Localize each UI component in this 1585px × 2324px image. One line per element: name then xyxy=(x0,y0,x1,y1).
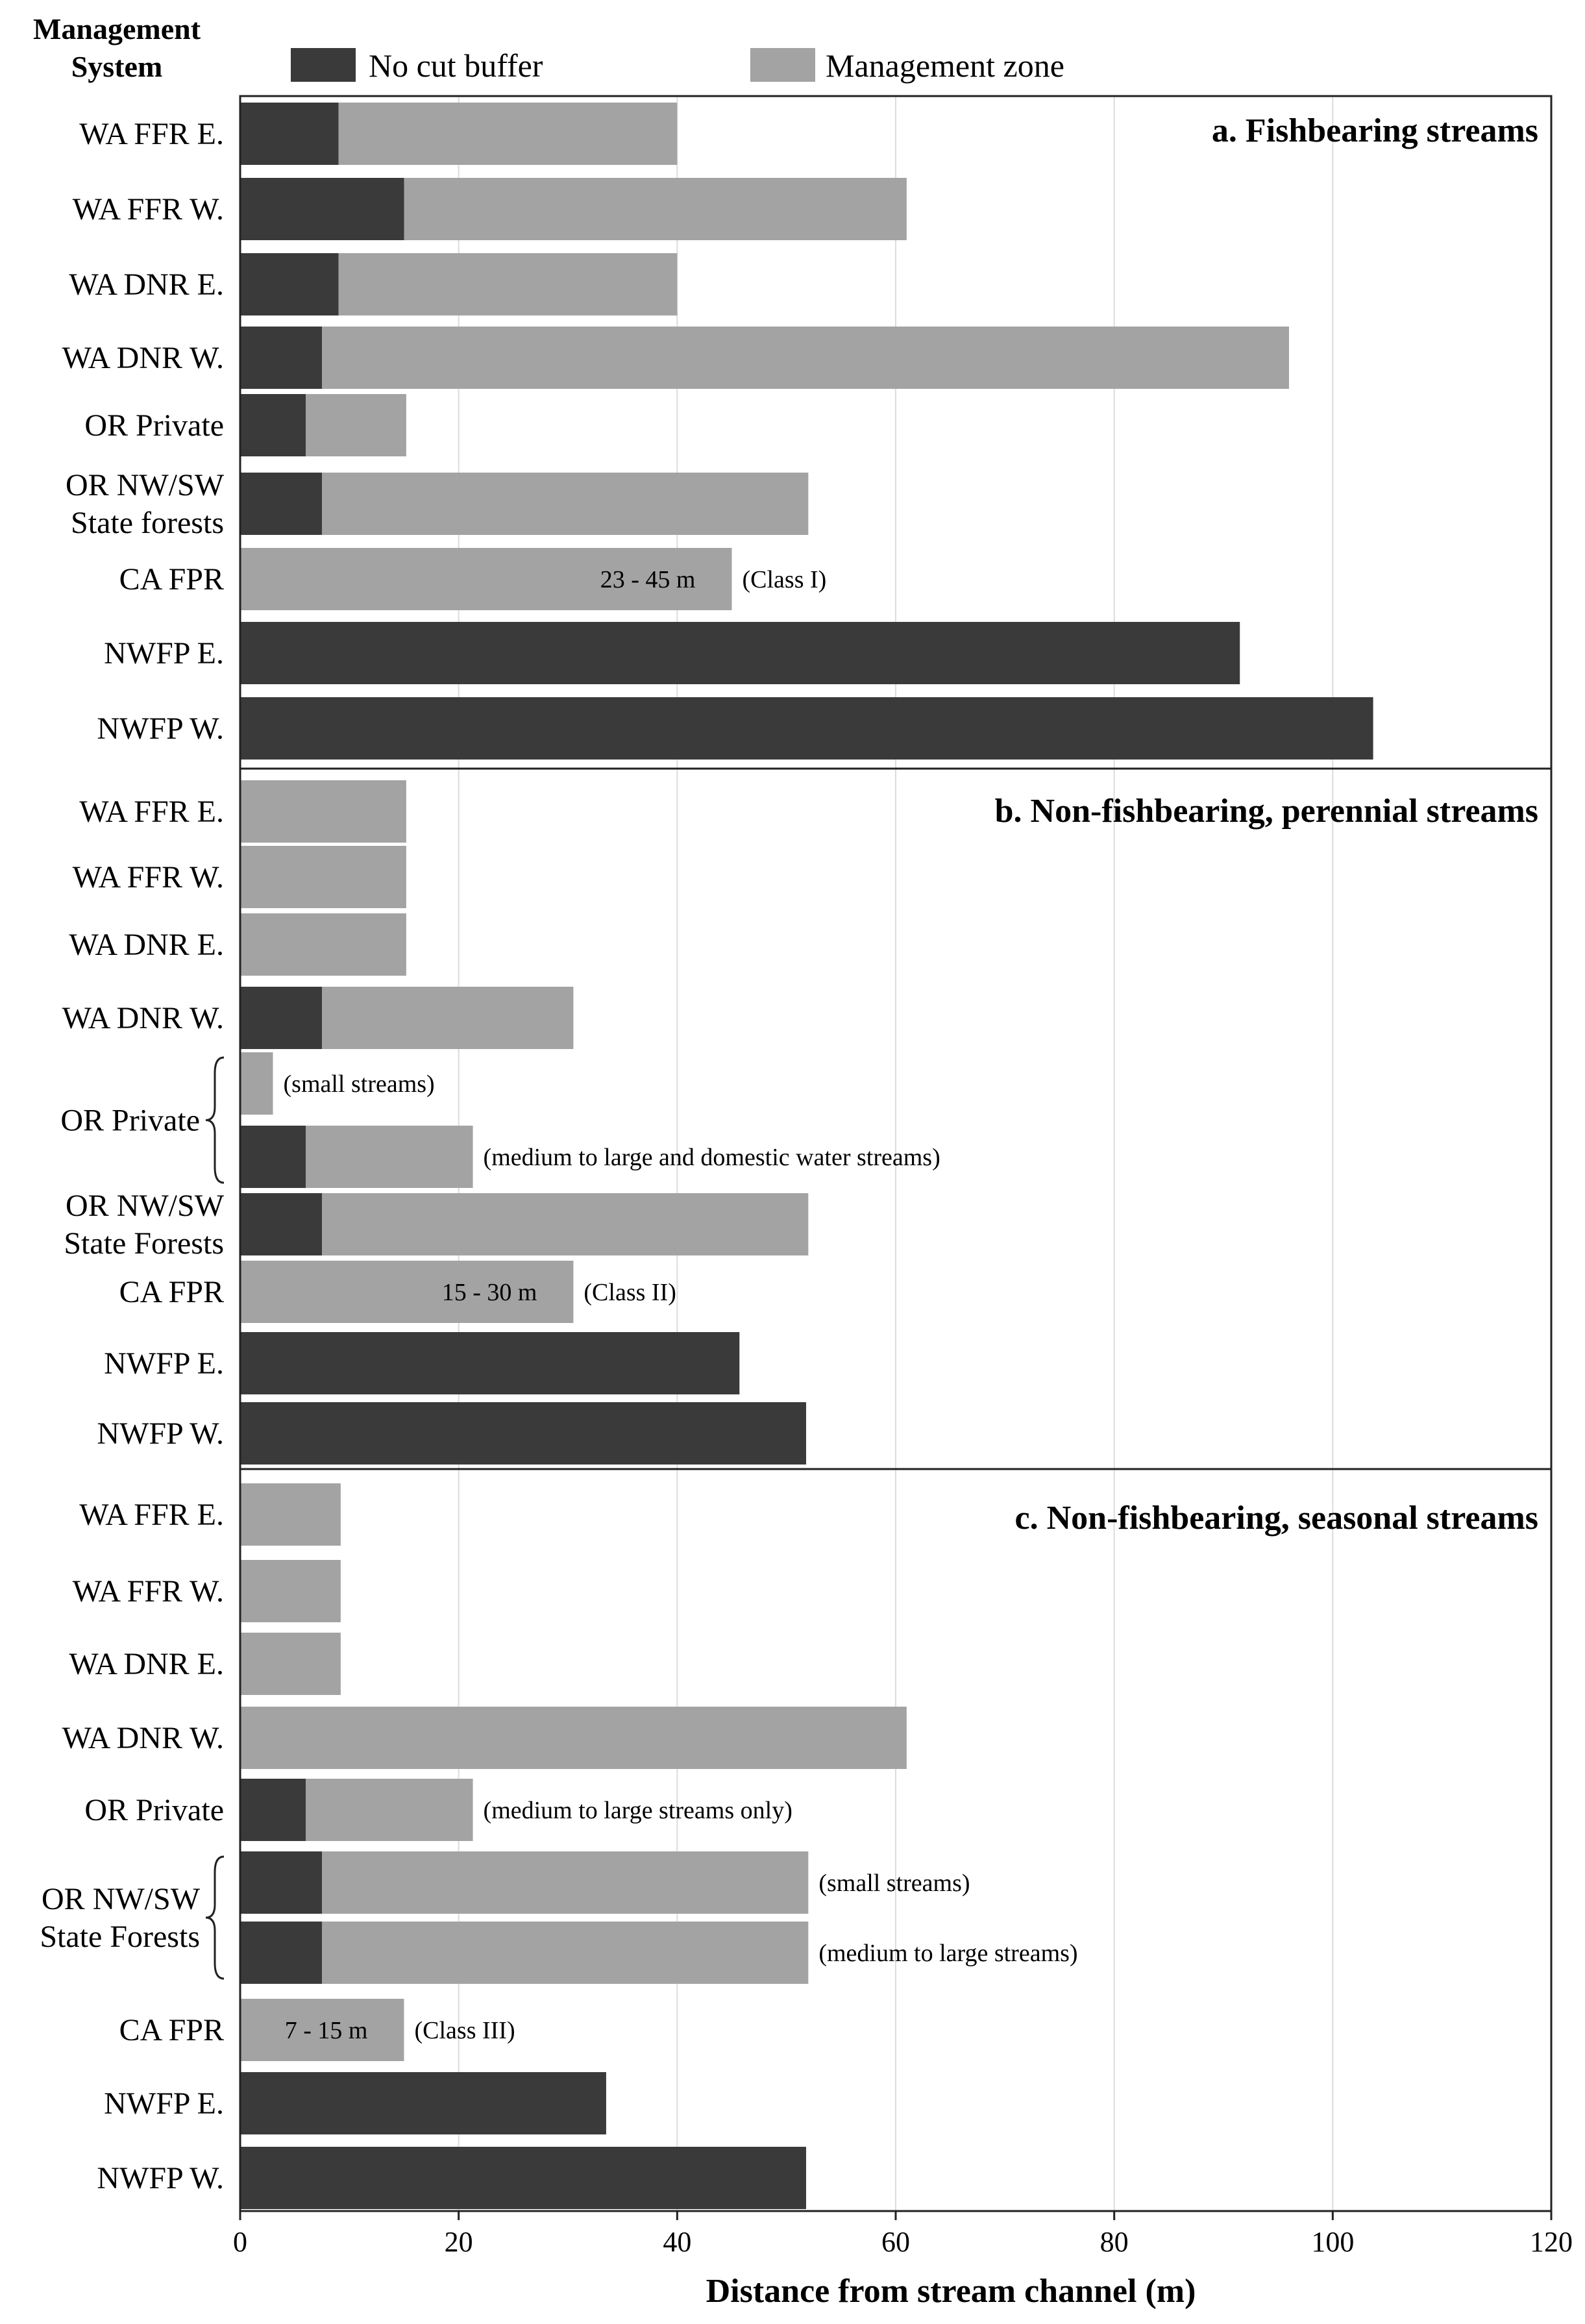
bar-no-cut-buffer xyxy=(240,1402,806,1465)
bar-range-label: 7 - 15 m xyxy=(284,2017,368,2044)
bar-no-cut-buffer xyxy=(240,1922,322,1984)
panel-title: b. Non-fishbearing, perennial streams xyxy=(994,793,1538,830)
category-label: NWFP E. xyxy=(104,1346,224,1381)
bar-management-zone xyxy=(306,394,406,456)
category-label: WA FFR E. xyxy=(79,795,224,829)
x-axis xyxy=(233,2211,1573,2258)
bar-no-cut-buffer xyxy=(240,1193,322,1255)
category-label: OR Private xyxy=(84,408,224,443)
bar-no-cut-buffer xyxy=(240,2072,606,2134)
bar-management-zone xyxy=(322,987,573,1049)
legend-title-line1: Management xyxy=(32,12,201,45)
bar-no-cut-buffer xyxy=(240,473,322,535)
group-brace xyxy=(206,1057,224,1183)
category-label: OR Private xyxy=(84,1793,224,1827)
x-tick-label: 60 xyxy=(881,2226,910,2258)
legend-swatch-no-cut-buffer xyxy=(291,48,356,82)
category-label: WA DNR E. xyxy=(69,1647,224,1681)
bar-management-zone xyxy=(240,1483,341,1546)
legend xyxy=(33,12,1064,84)
category-label: CA FPR xyxy=(119,1275,224,1309)
bar-no-cut-buffer xyxy=(240,2147,806,2209)
bar-no-cut-buffer xyxy=(240,253,339,315)
category-label: State Forests xyxy=(64,1226,224,1261)
category-label: WA DNR W. xyxy=(62,341,224,375)
category-label: WA DNR E. xyxy=(69,928,224,962)
bar-management-zone xyxy=(306,1126,473,1188)
bar-no-cut-buffer xyxy=(240,1126,306,1188)
legend-label-management-zone: Management zone xyxy=(826,47,1064,84)
category-label: State Forests xyxy=(40,1920,200,1954)
bar-management-zone xyxy=(404,178,907,240)
bar-note: (medium to large and domestic water streams) xyxy=(483,1144,940,1171)
x-axis-title: Distance from stream channel (m) xyxy=(706,2273,1196,2310)
bar-note: (medium to large streams only) xyxy=(483,1797,792,1824)
bar-management-zone xyxy=(322,327,1289,389)
bar-no-cut-buffer xyxy=(240,987,322,1049)
x-tick-label: 20 xyxy=(444,2226,473,2258)
category-label: WA FFR E. xyxy=(79,117,224,151)
bar-management-zone xyxy=(240,846,406,908)
bar-no-cut-buffer xyxy=(240,1779,306,1841)
category-label: NWFP W. xyxy=(97,2161,224,2195)
category-label: NWFP E. xyxy=(104,2086,224,2121)
bar-management-zone xyxy=(240,913,406,976)
bar-management-zone xyxy=(240,1633,341,1695)
x-tick-label: 120 xyxy=(1530,2226,1573,2258)
bar-note: (Class II) xyxy=(584,1279,676,1306)
category-label: WA DNR E. xyxy=(69,267,224,302)
group-brace xyxy=(206,1857,224,1979)
bar-note: (Class III) xyxy=(414,2017,515,2044)
category-label: WA FFR W. xyxy=(72,860,224,895)
category-label: OR NW/SW xyxy=(66,1189,224,1223)
bar-note: (small streams) xyxy=(818,1870,970,1897)
category-label: WA DNR W. xyxy=(62,1001,224,1035)
legend-title-line2: System xyxy=(71,50,163,83)
category-label: OR Private xyxy=(60,1103,200,1138)
category-label: OR NW/SW xyxy=(66,468,224,502)
bar-range-label: 15 - 30 m xyxy=(441,1279,537,1306)
category-label: NWFP W. xyxy=(97,711,224,746)
category-label: WA FFR W. xyxy=(72,1574,224,1609)
bar-management-zone xyxy=(306,1779,473,1841)
bar-no-cut-buffer xyxy=(240,178,404,240)
x-tick-label: 80 xyxy=(1100,2226,1129,2258)
bar-management-zone xyxy=(339,103,678,165)
panel-title: a. Fishbearing streams xyxy=(1211,112,1538,149)
bar-no-cut-buffer xyxy=(240,327,322,389)
category-label: State forests xyxy=(71,506,224,540)
category-label: WA DNR W. xyxy=(62,1721,224,1755)
bar-no-cut-buffer xyxy=(240,697,1373,760)
bar-range-label: 23 - 45 m xyxy=(600,566,696,593)
bar-management-zone xyxy=(240,1707,907,1769)
category-label: NWFP W. xyxy=(97,1416,224,1451)
x-tick-label: 40 xyxy=(663,2226,692,2258)
x-tick-label: 100 xyxy=(1311,2226,1355,2258)
category-label: CA FPR xyxy=(119,562,224,597)
bar-management-zone xyxy=(240,1560,341,1622)
bar-no-cut-buffer xyxy=(240,622,1240,684)
category-label: NWFP E. xyxy=(104,636,224,671)
bar-no-cut-buffer xyxy=(240,1332,739,1394)
category-label: WA FFR E. xyxy=(79,1498,224,1532)
bar-management-zone xyxy=(339,253,678,315)
bar-management-zone xyxy=(322,1851,808,1914)
legend-label-no-cut-buffer: No cut buffer xyxy=(369,47,543,84)
category-label: CA FPR xyxy=(119,2013,224,2047)
bar-management-zone xyxy=(322,1922,808,1984)
x-tick-label: 0 xyxy=(233,2226,247,2258)
bar-management-zone xyxy=(322,1193,808,1255)
bar-no-cut-buffer xyxy=(240,103,339,165)
bar-no-cut-buffer xyxy=(240,1851,322,1914)
bar-management-zone xyxy=(240,1052,273,1115)
bar-management-zone xyxy=(240,780,406,843)
category-label: OR NW/SW xyxy=(42,1882,200,1916)
panel-title: c. Non-fishbearing, seasonal streams xyxy=(1014,1500,1538,1537)
bar-no-cut-buffer xyxy=(240,394,306,456)
bar-management-zone xyxy=(322,473,808,535)
category-label: WA FFR W. xyxy=(72,192,224,227)
bar-note: (medium to large streams) xyxy=(818,1940,1078,1967)
legend-swatch-management-zone xyxy=(750,48,815,82)
bar-note: (Class I) xyxy=(742,566,827,593)
bar-note: (small streams) xyxy=(283,1070,435,1098)
